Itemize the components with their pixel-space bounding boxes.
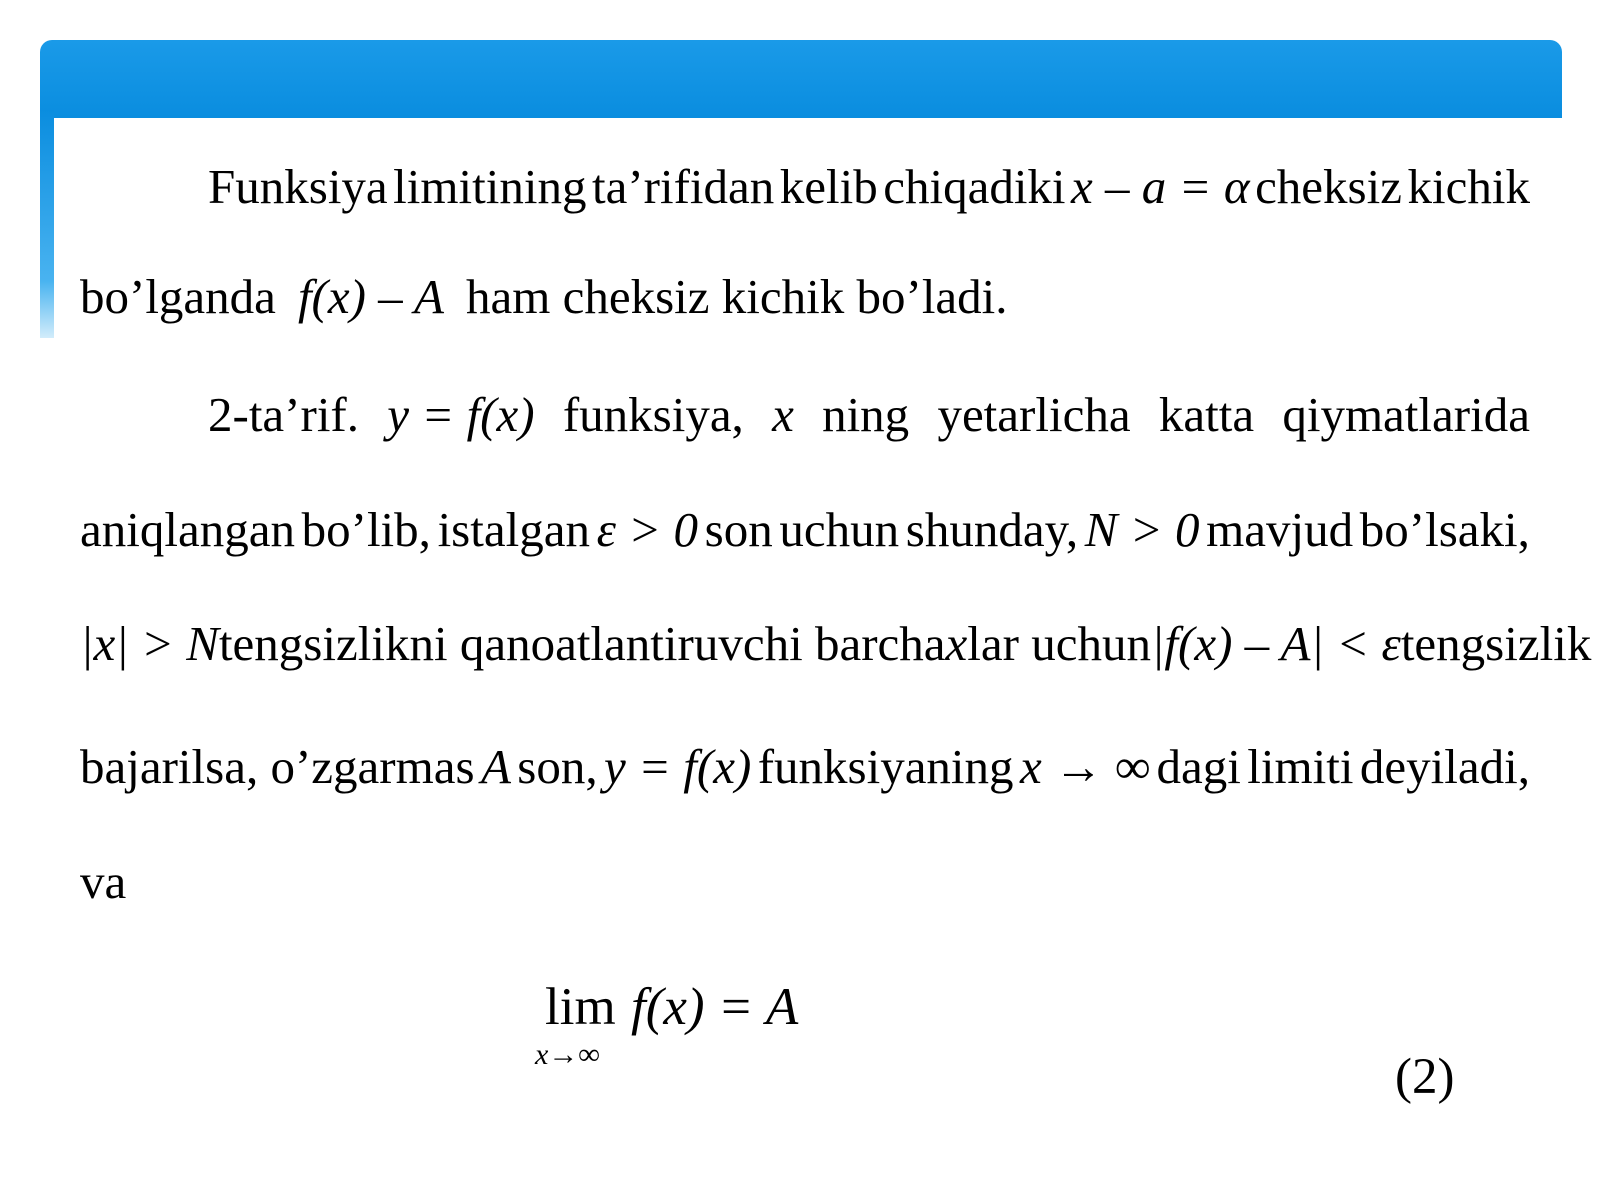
text-word: ta’rifidan bbox=[591, 159, 775, 214]
text-word: son, bbox=[517, 739, 598, 794]
math-expression: f(x) – A bbox=[297, 269, 444, 324]
lim-expression: f(x) = A bbox=[631, 978, 799, 1036]
math-expression: x – a = α bbox=[1071, 159, 1250, 214]
lim-subscript: x→∞ bbox=[535, 1038, 600, 1071]
limit-formula bbox=[535, 975, 865, 1075]
paragraph1-line2 bbox=[80, 265, 1530, 329]
math-variable: x bbox=[772, 387, 794, 442]
paragraph1-line1 bbox=[208, 155, 1530, 219]
math-expression: |f(x) – A| < ε bbox=[1150, 616, 1401, 671]
text-phrase: tengsizlikni qanoatlantiruvchi barcha bbox=[218, 616, 946, 671]
definition-label: 2-ta’rif. bbox=[208, 387, 359, 442]
equation-number: (2) bbox=[1395, 1049, 1455, 1105]
slide-side-accent bbox=[40, 110, 54, 338]
text-word: bo’lsaki, bbox=[1359, 502, 1530, 557]
definition-line5 bbox=[80, 850, 1530, 914]
math-expression: |x| > N bbox=[80, 616, 219, 671]
text-word: limitining bbox=[393, 159, 587, 214]
text-word: shunday, bbox=[905, 502, 1079, 557]
text-word: kelib bbox=[779, 159, 878, 214]
text-word: aniqlangan bbox=[80, 502, 295, 557]
math-expression: y = f(x) bbox=[387, 387, 535, 442]
text-word: qiymatlarida bbox=[1282, 387, 1530, 442]
math-variable: A bbox=[480, 739, 511, 794]
text-word: cheksiz bbox=[1255, 159, 1402, 214]
text-word: bo’lganda bbox=[80, 269, 276, 324]
text-word: tengsizlik bbox=[1400, 616, 1592, 671]
math-expression: N > 0 bbox=[1084, 502, 1200, 557]
text-phrase: lar uchun bbox=[967, 616, 1151, 671]
definition-line3 bbox=[80, 612, 1592, 676]
text-word: limiti bbox=[1247, 739, 1354, 794]
text-word: son bbox=[704, 502, 773, 557]
text-word: kichik bbox=[1407, 159, 1530, 214]
text-word: uchun bbox=[779, 502, 900, 557]
text-word: bo’lib, bbox=[301, 502, 431, 557]
math-variable: x bbox=[945, 616, 968, 671]
text-word: funksiya, bbox=[562, 387, 744, 442]
text-word: funksiyaning bbox=[757, 739, 1014, 794]
text-word: ning bbox=[822, 387, 910, 442]
text-word: Funksiya bbox=[208, 159, 388, 214]
text-word: yetarlicha bbox=[937, 387, 1131, 442]
definition-line2 bbox=[80, 498, 1530, 562]
math-expression: ε > 0 bbox=[596, 502, 698, 557]
lim-operator: lim bbox=[545, 978, 616, 1036]
text-word: katta bbox=[1158, 387, 1255, 442]
text-word: va bbox=[80, 854, 127, 909]
text-word: istalgan bbox=[437, 502, 590, 557]
text-word: chiqadiki bbox=[883, 159, 1066, 214]
definition-line4 bbox=[80, 735, 1530, 799]
text-word: deyiladi, bbox=[1359, 739, 1530, 794]
text-word: mavjud bbox=[1206, 502, 1354, 557]
text-phrase: bajarilsa, o’zgarmas bbox=[80, 739, 475, 794]
math-expression: y = f(x) bbox=[603, 739, 752, 794]
text-word: dagi bbox=[1156, 739, 1241, 794]
math-expression: x → ∞ bbox=[1019, 739, 1151, 794]
definition-line1 bbox=[208, 383, 1530, 447]
text-phrase: ham cheksiz kichik bo’ladi. bbox=[465, 269, 1008, 324]
